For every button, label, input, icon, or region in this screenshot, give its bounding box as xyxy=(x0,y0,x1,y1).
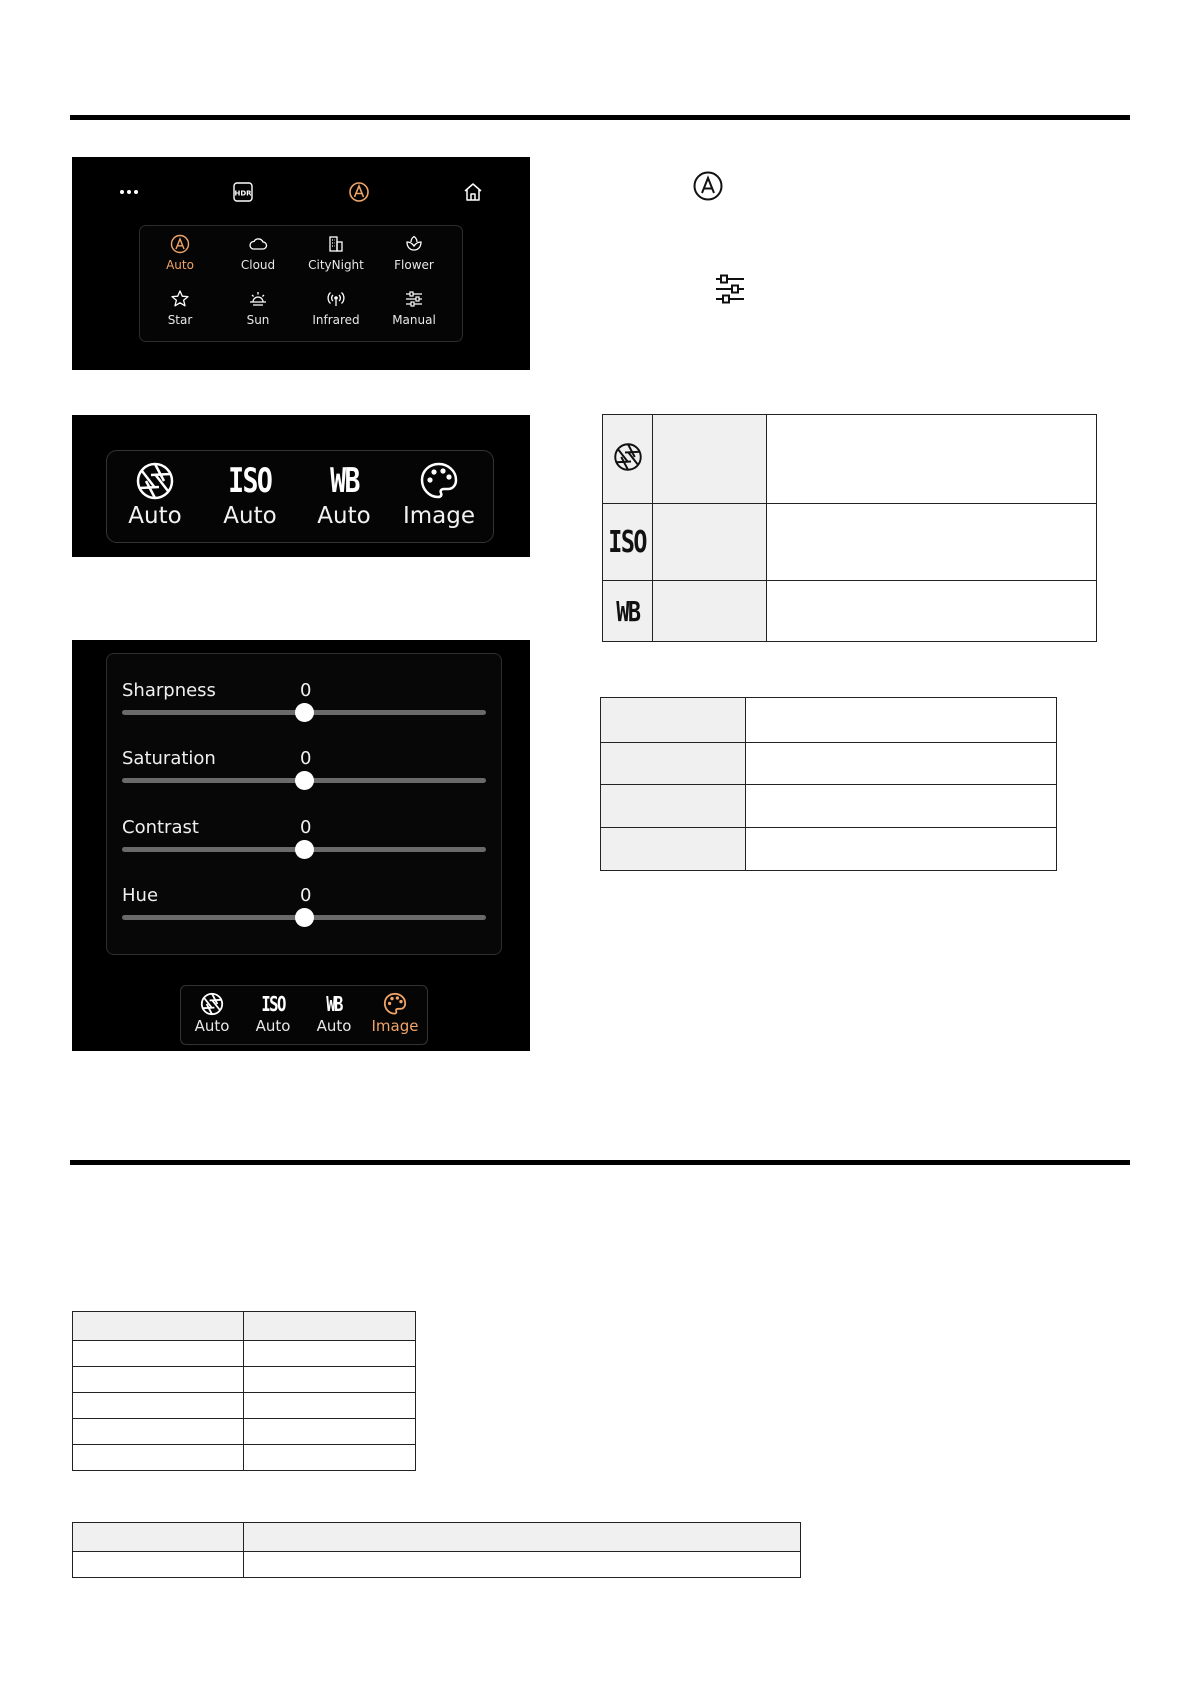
adjust-label: Contrast xyxy=(122,817,199,838)
table-cell xyxy=(73,1341,244,1367)
section-rule-top xyxy=(70,115,1130,120)
table-cell-icon xyxy=(603,504,653,581)
home-icon[interactable] xyxy=(458,177,488,207)
sun-icon xyxy=(246,287,270,311)
table-row xyxy=(603,504,1097,581)
auto-scene-icon xyxy=(168,232,192,256)
table-row xyxy=(73,1312,416,1341)
mode-iso[interactable] xyxy=(243,991,303,1035)
table-cell xyxy=(73,1552,244,1578)
image-adjust-sliders xyxy=(106,653,502,955)
table-cell xyxy=(244,1312,416,1341)
table-cell xyxy=(73,1367,244,1393)
table-cell xyxy=(746,828,1057,871)
table-cell xyxy=(601,698,746,743)
table-cell xyxy=(653,415,767,504)
scene-label: Star xyxy=(167,313,193,327)
table-row xyxy=(601,785,1057,828)
adjust-value: 0 xyxy=(300,748,312,769)
slider-thumb[interactable] xyxy=(295,771,314,790)
scene-item-manual[interactable] xyxy=(374,287,454,327)
mode-bar xyxy=(106,450,494,543)
spec-table-small xyxy=(72,1311,416,1471)
table-cell xyxy=(244,1367,416,1393)
scene-item-star[interactable] xyxy=(140,287,220,327)
mode-label: Auto xyxy=(128,503,182,529)
table-row xyxy=(73,1552,801,1578)
table-cell xyxy=(73,1523,244,1552)
palette-icon xyxy=(383,992,407,1016)
palette-icon xyxy=(419,461,459,501)
image-adjust-panel xyxy=(72,640,530,1051)
mode-label: Image xyxy=(371,1017,419,1035)
table-row xyxy=(73,1393,416,1419)
scene-item-infrared[interactable] xyxy=(296,287,376,327)
settings-table xyxy=(602,414,1097,642)
slider-thumb[interactable] xyxy=(295,908,314,927)
table-cell xyxy=(653,504,767,581)
manual-sliders-icon xyxy=(402,287,426,311)
mode-label: Auto xyxy=(223,503,277,529)
mode-label: Auto xyxy=(194,1017,230,1035)
adjust-label: Saturation xyxy=(122,748,216,769)
aperture-icon xyxy=(200,992,224,1016)
scene-label: Sun xyxy=(246,313,270,327)
table-cell xyxy=(601,828,746,871)
table-cell xyxy=(244,1341,416,1367)
scene-item-cloud[interactable] xyxy=(218,232,298,272)
table-cell xyxy=(767,415,1097,504)
table-cell xyxy=(244,1552,801,1578)
scene-item-citynight[interactable] xyxy=(296,232,376,272)
slider-thumb[interactable] xyxy=(295,840,314,859)
mode-image[interactable] xyxy=(365,991,425,1035)
table-row xyxy=(73,1367,416,1393)
scene-label: Cloud xyxy=(240,258,276,272)
iso-icon: ISO xyxy=(261,992,285,1016)
flower-icon xyxy=(402,232,426,256)
adjust-label: Hue xyxy=(122,885,159,906)
table-cell xyxy=(244,1523,801,1552)
adjust-value: 0 xyxy=(300,885,312,906)
mode-image[interactable] xyxy=(394,459,484,529)
cloud-icon xyxy=(246,232,270,256)
scene-label: Manual xyxy=(392,313,436,327)
image-params-table xyxy=(600,697,1057,871)
table-cell xyxy=(73,1393,244,1419)
adjust-value: 0 xyxy=(300,817,312,838)
manual-sliders-icon xyxy=(714,272,746,311)
white-balance-icon: WB xyxy=(326,992,342,1016)
table-cell xyxy=(244,1419,416,1445)
table-row xyxy=(601,743,1057,785)
aperture-icon xyxy=(613,442,643,472)
mode-aperture[interactable] xyxy=(110,459,200,529)
table-cell xyxy=(601,743,746,785)
table-cell xyxy=(746,743,1057,785)
more-dots-icon[interactable] xyxy=(114,177,144,207)
white-balance-icon: WB xyxy=(615,594,640,628)
table-cell-icon xyxy=(603,581,653,642)
table-row xyxy=(601,828,1057,871)
table-cell xyxy=(73,1312,244,1341)
mode-label: Image xyxy=(402,503,476,529)
table-cell xyxy=(767,504,1097,581)
table-row xyxy=(73,1419,416,1445)
mode-aperture[interactable] xyxy=(182,991,242,1035)
mode-bar-panel xyxy=(72,415,530,557)
table-cell xyxy=(601,785,746,828)
infrared-icon xyxy=(324,287,348,311)
scene-label: CityNight xyxy=(308,258,364,272)
table-row xyxy=(601,698,1057,743)
table-row xyxy=(603,581,1097,642)
scene-label: Auto xyxy=(166,258,194,272)
iso-icon: ISO xyxy=(608,524,647,560)
hdr-icon[interactable] xyxy=(228,177,258,207)
mode-label: Auto xyxy=(255,1017,291,1035)
white-balance-icon: WB xyxy=(329,461,359,501)
table-cell xyxy=(767,581,1097,642)
mode-white-balance[interactable] xyxy=(304,991,364,1035)
iso-icon: ISO xyxy=(228,461,272,501)
table-cell-icon xyxy=(603,415,653,504)
table-row xyxy=(603,415,1097,504)
table-cell xyxy=(73,1445,244,1471)
section-rule-middle xyxy=(70,1160,1130,1165)
mode-iso[interactable] xyxy=(205,459,295,529)
star-icon xyxy=(168,287,192,311)
spec-table-wide xyxy=(72,1522,801,1578)
table-cell xyxy=(73,1419,244,1445)
aperture-icon xyxy=(135,461,175,501)
table-cell xyxy=(653,581,767,642)
mode-label: Auto xyxy=(317,503,371,529)
table-cell xyxy=(244,1393,416,1419)
table-row xyxy=(73,1523,801,1552)
city-night-icon xyxy=(324,232,348,256)
scene-item-sun[interactable] xyxy=(218,287,298,327)
scene-item-auto[interactable] xyxy=(140,232,220,272)
camera-scene-panel xyxy=(72,157,530,370)
table-row xyxy=(73,1341,416,1367)
mode-label: Auto xyxy=(316,1017,352,1035)
adjust-label: Sharpness xyxy=(122,680,216,701)
table-cell xyxy=(746,785,1057,828)
table-cell xyxy=(746,698,1057,743)
table-cell xyxy=(244,1445,416,1471)
scene-label: Flower xyxy=(394,258,434,272)
scene-item-flower[interactable] xyxy=(374,232,454,272)
scene-label: Infrared xyxy=(312,313,360,327)
hdr-icon-label: HDR xyxy=(234,189,252,198)
mode-white-balance[interactable] xyxy=(299,459,389,529)
slider-thumb[interactable] xyxy=(295,703,314,722)
table-row xyxy=(73,1445,416,1471)
mode-bar-mini xyxy=(180,985,428,1045)
adjust-value: 0 xyxy=(300,680,312,701)
scene-menu xyxy=(139,225,463,342)
auto-mode-icon xyxy=(692,170,724,207)
auto-mode-icon[interactable] xyxy=(344,177,374,207)
